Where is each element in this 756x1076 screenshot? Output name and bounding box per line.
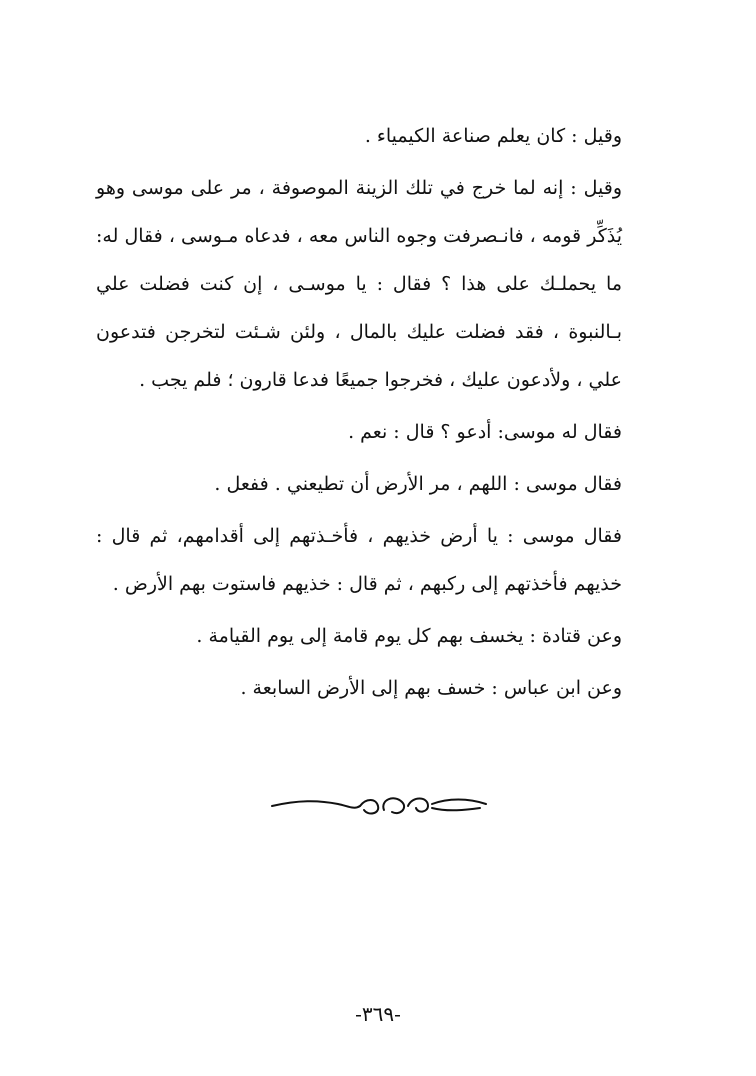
body-text [96,112,692,712]
paragraph-adornment: وقيل : إنه لما خرج في تلك الزينة الموصوفة ، مر على موسى وهو يُذَكِّر قومه ، فانـصرفت وجوه الناس معه ، فدعاه مـوسى ، فقال له: ما يحملـك على هذا ؟ فقال : يا موسـى ، إن كنت فضلت علي بـالنبوة ، فقد فضلت عليك بالمال ، ولئن شـئت لتخرجن فتدعون علي ، ولأدعون عليك ، فخرجوا جميعًا فدعا قارون ؛ فلم يجب . [96,177,622,391]
paragraph-command-earth: فقال موسى : اللهم ، مر الأرض أن تطيعني . ففعل . [214,473,622,495]
paragraph-ask-permission: فقال له موسى: أدعو ؟ قال : نعم . [348,421,622,443]
paragraph-ibn-abbas: وعن ابن عباس : خسف بهم إلى الأرض السابعة . [240,677,622,699]
paragraph-alchemy: وقيل : كان يعلم صناعة الكيمياء . [364,125,622,147]
paragraph-earth-takes: فقال موسى : يا أرض خذيهم ، فأخـذتهم إلى أقدامهم، ثم قال : خذيهم فأخذتهم إلى ركبهم ، ثم قال : خذيهم فاستوت بهم الأرض . [96,525,622,595]
paragraph-qatada: وعن قتادة : يخسف بهم كل يوم قامة إلى يوم القيامة . [196,625,622,647]
decorative-flourish-icon [268,780,490,826]
page-number: -٣٦٩- [355,1002,401,1026]
